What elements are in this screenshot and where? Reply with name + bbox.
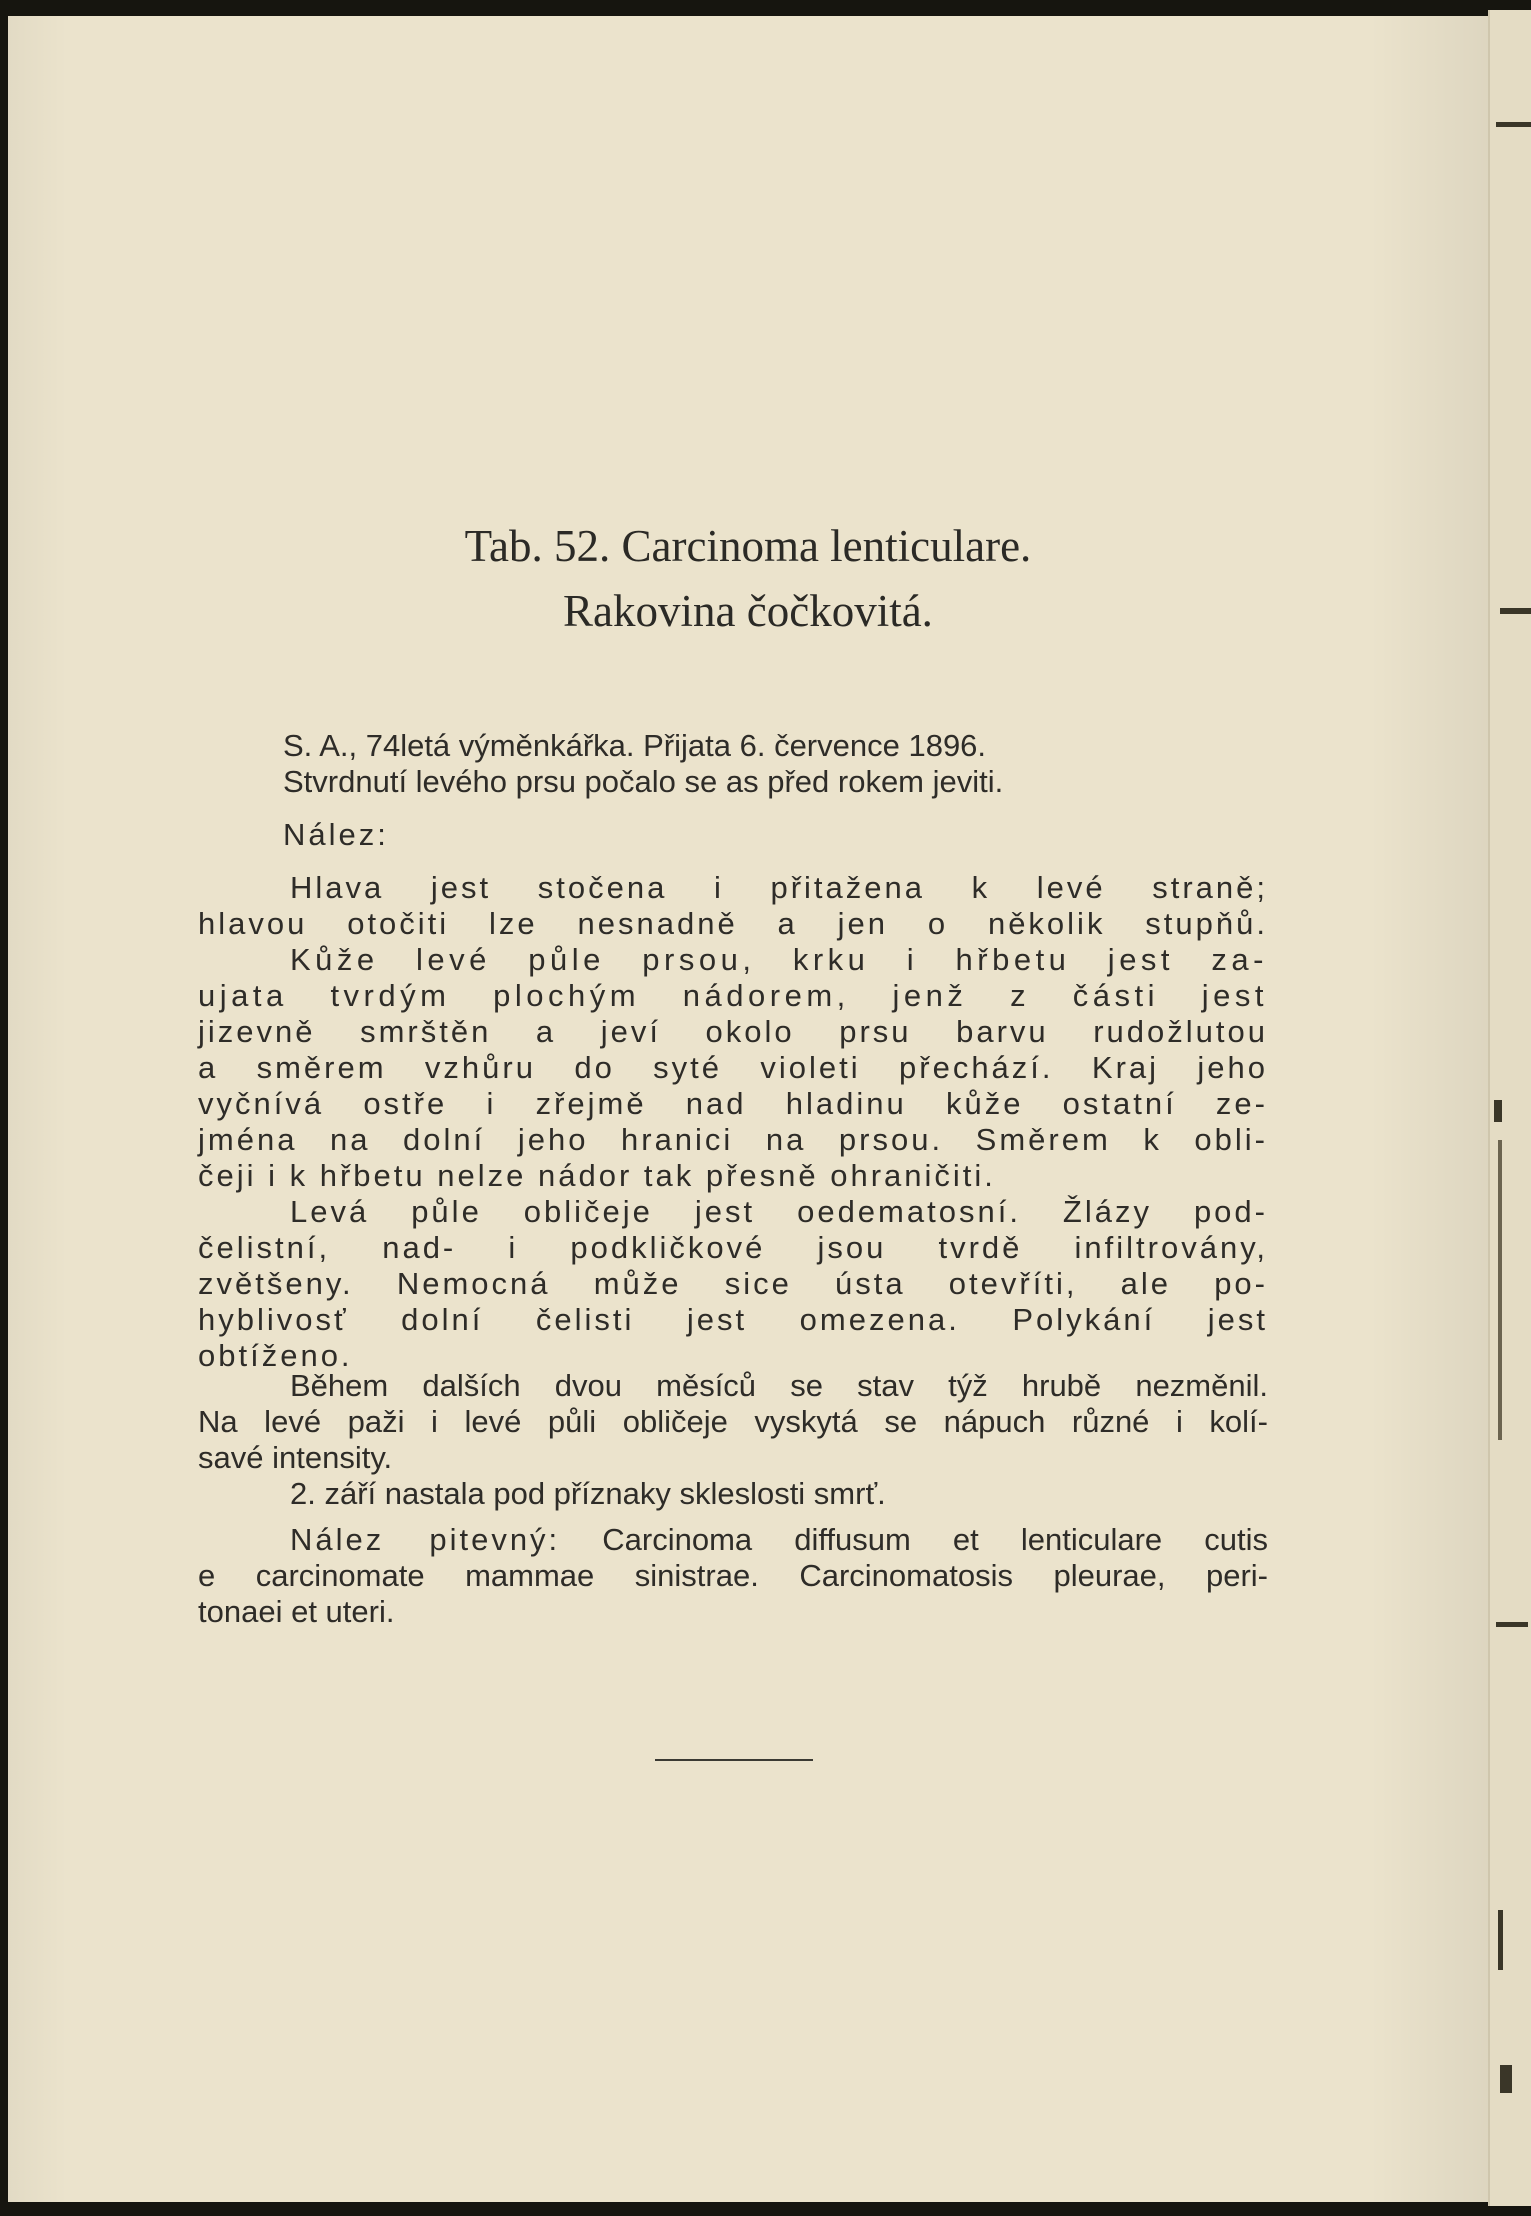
book-page	[8, 16, 1488, 2202]
text-line: Na levé paži i levé půli obličeje vyskytá se nápuch různé i kolí-	[198, 1404, 1268, 1439]
death-paragraph	[198, 1476, 1268, 1512]
edge-mark	[1498, 1140, 1502, 1440]
intro-line: Stvrdnutí levého prsu počalo se as před rokem jeviti.	[283, 764, 1004, 799]
text-line: hyblivosť dolní čelisti jest omezena. Polykání jest	[198, 1302, 1268, 1337]
autopsy-text: Carcinoma diffusum et lenticulare cutis	[560, 1522, 1268, 1557]
text-line: ujata tvrdým plochým nádorem, jenž z části jest	[198, 978, 1268, 1013]
autopsy-heading: Nález pitevný:	[290, 1522, 561, 1557]
text-line: tonaei et uteri.	[198, 1594, 395, 1629]
edge-mark	[1494, 1100, 1502, 1122]
plate-title-latin: Tab. 52. Carcinoma lenticulare.	[464, 521, 1032, 571]
text-line	[198, 1522, 1268, 1558]
edge-mark	[1500, 608, 1531, 614]
text-line: jizevně smrštěn a jeví okolo prsu barvu rudožlutou	[198, 1014, 1268, 1049]
section-divider	[655, 1759, 813, 1761]
course-paragraph	[198, 1368, 1268, 1476]
case-intro	[283, 728, 1183, 800]
autopsy-paragraph	[198, 1522, 1268, 1630]
text-line: čeji i k hřbetu nelze nádor tak přesně ohraničiti.	[198, 1158, 996, 1193]
text-line: zvětšeny. Nemocná může sice ústa otevříti, ale po-	[198, 1266, 1268, 1301]
text-line: Hlava jest stočena i přitažena k levé straně;	[290, 870, 1268, 905]
text-line: savé intensity.	[198, 1440, 393, 1475]
text-line: a směrem vzhůru do syté violeti přechází. Kraj jeho	[198, 1050, 1268, 1085]
text-line: hlavou otočiti lze nesnadně a jen o několik stupňů.	[198, 906, 1268, 941]
text-line: Kůže levé půle prsou, krku i hřbetu jest za-	[290, 942, 1268, 977]
text-line: vyčnívá ostře i zřejmě nad hladinu kůže ostatní ze-	[198, 1086, 1268, 1121]
text-line: Levá půle obličeje jest oedematosní. Žlázy pod-	[290, 1194, 1268, 1229]
edge-mark	[1496, 122, 1531, 127]
findings-paragraph-skin	[198, 942, 1268, 1194]
text-line: jména na dolní jeho hranici na prsou. Směrem k obli-	[198, 1122, 1268, 1157]
text-line: Během dalších dvou měsíců se stav týž hrubě nezměnil.	[290, 1368, 1268, 1403]
adjacent-page-edge	[1488, 10, 1531, 2206]
edge-mark	[1500, 2065, 1512, 2093]
intro-line: S. A., 74letá výměnkářka. Přijata 6. července 1896.	[283, 728, 987, 763]
text-line: e carcinomate mammae sinistrae. Carcinomatosis pleurae, peri-	[198, 1558, 1268, 1593]
text-line: čelistní, nad- i podkličkové jsou tvrdě infiltrovány,	[198, 1230, 1268, 1265]
findings-heading: Nález:	[283, 817, 389, 852]
edge-mark	[1498, 1910, 1503, 1970]
text-line: obtíženo.	[198, 1338, 353, 1373]
findings-paragraph-face	[198, 1194, 1268, 1374]
edge-mark	[1496, 1622, 1528, 1627]
text-line: 2. září nastala pod příznaky skleslosti smrť.	[290, 1476, 886, 1511]
plate-title-czech: Rakovina čočkovitá.	[563, 586, 933, 636]
findings-paragraph-head	[198, 870, 1268, 942]
